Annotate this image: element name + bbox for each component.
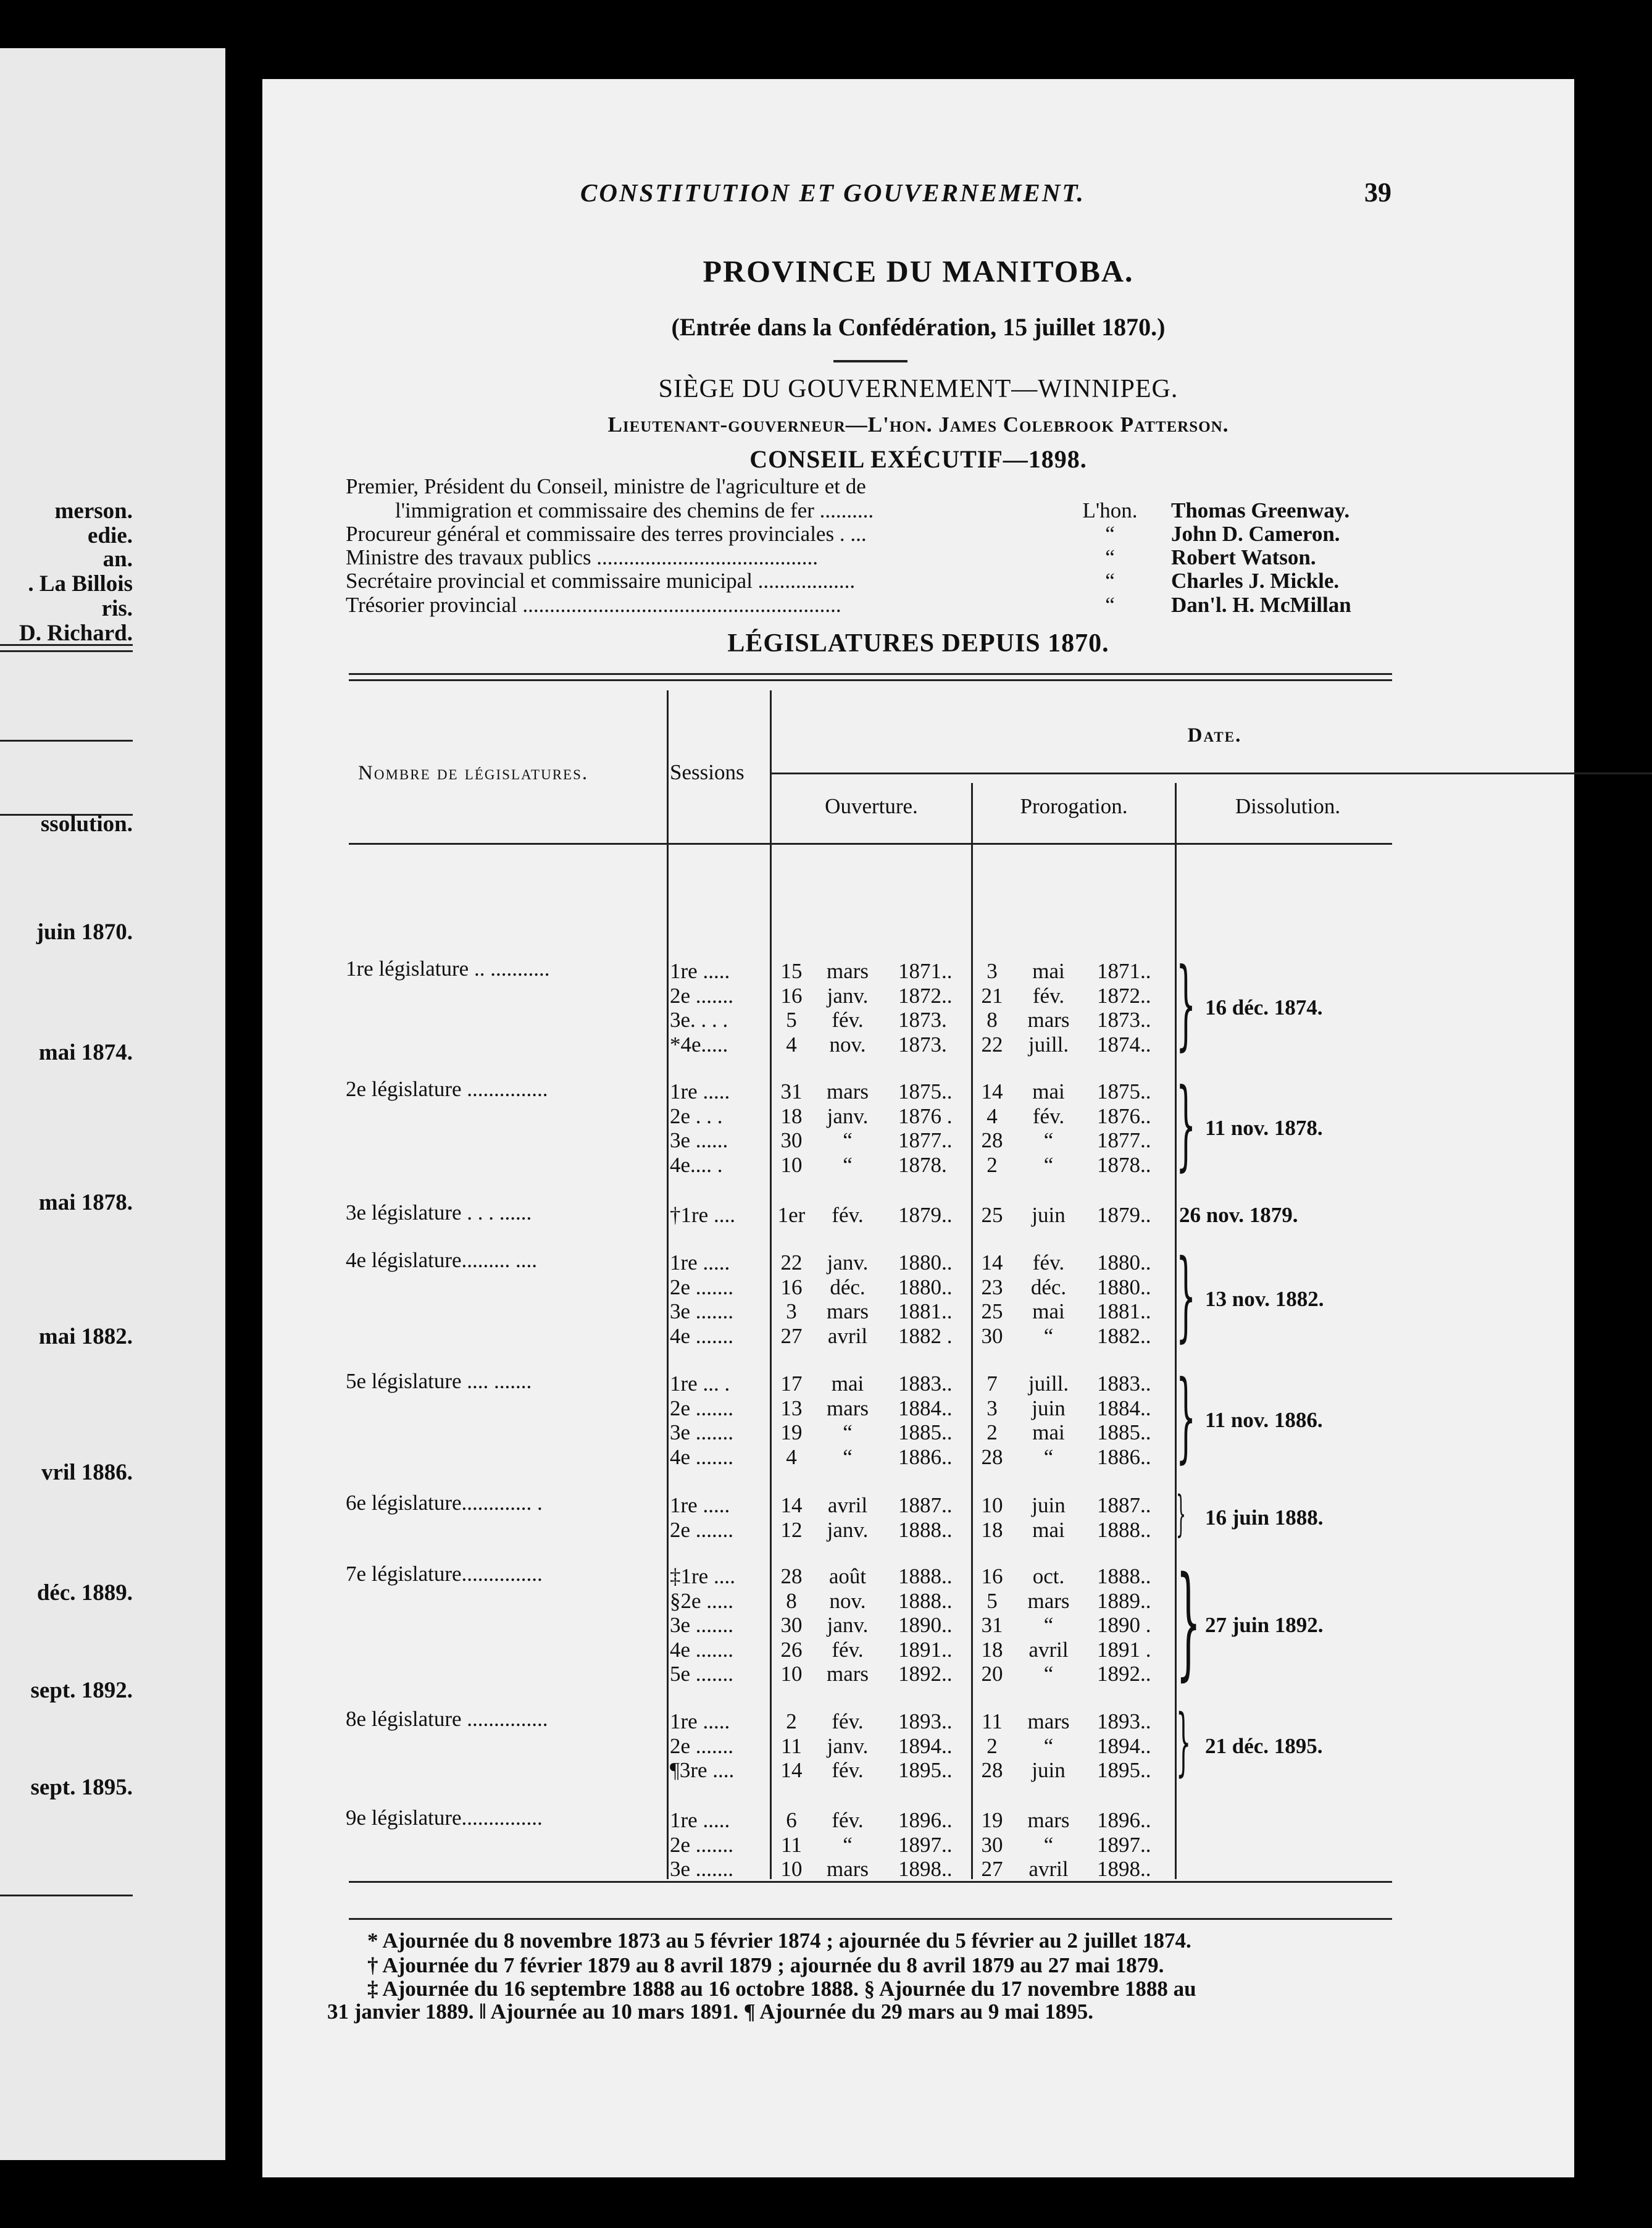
ouverture-year: 1877..	[898, 1128, 953, 1152]
left-page-line: mai 1874.	[38, 1040, 133, 1065]
legislature-name: 6e législature............. .	[346, 1491, 543, 1515]
prorogation-month: mars	[1027, 1709, 1070, 1733]
table-vline-date	[770, 690, 772, 1879]
ouverture-month: “	[843, 1153, 853, 1177]
session-cell: 4e .......	[670, 1445, 734, 1469]
table-vline-prorogation	[971, 783, 973, 1879]
ouverture-day: 6	[786, 1808, 797, 1832]
ouverture-year: 1882 .	[898, 1324, 953, 1348]
ouverture-year: 1886..	[898, 1445, 953, 1469]
ouverture-day: 27	[780, 1324, 803, 1348]
ouverture-month: août	[828, 1564, 867, 1588]
prorogation-day: 20	[981, 1662, 1003, 1686]
session-cell: 1re .....	[670, 959, 730, 983]
dissolution-date: 16 déc. 1874.	[1205, 995, 1323, 1020]
session-cell: 1re ... .	[670, 1372, 730, 1396]
ouverture-day: 13	[780, 1396, 803, 1420]
ouverture-year: 1871..	[898, 959, 953, 983]
session-cell: 1re .....	[670, 1808, 730, 1832]
prorogation-day: 4	[987, 1104, 998, 1128]
left-page-line: ssolution.	[40, 811, 133, 837]
minister-office: Ministre des travaux publics .........................................	[346, 545, 819, 569]
brace-mark: }	[1176, 1360, 1196, 1473]
ouverture-day: 18	[780, 1104, 803, 1128]
ouverture-day: 3	[786, 1299, 797, 1323]
prorogation-month: mai	[1032, 959, 1065, 983]
prorogation-day: 31	[981, 1613, 1003, 1637]
prorogation-month: avril	[1028, 1638, 1069, 1662]
ouverture-year: 1895..	[898, 1758, 953, 1782]
ouverture-month: fév.	[832, 1758, 864, 1782]
ouverture-year: 1878.	[898, 1153, 947, 1177]
session-cell: §2e .....	[670, 1589, 734, 1613]
ouverture-day: 17	[780, 1372, 803, 1396]
minister-title: “	[1105, 545, 1115, 569]
session-cell: 3e .......	[670, 1857, 734, 1881]
ouverture-year: 1873.	[898, 1032, 947, 1057]
prorogation-day: 11	[982, 1709, 1003, 1733]
left-page-line: merson.	[54, 498, 133, 524]
left-page-line: vril 1886.	[41, 1460, 133, 1485]
prorogation-month: juill.	[1028, 1372, 1069, 1396]
ouverture-day: 8	[786, 1589, 797, 1613]
prorogation-year: 1887..	[1097, 1493, 1151, 1517]
minister-title: “	[1105, 569, 1115, 593]
prorogation-year: 1883..	[1097, 1372, 1151, 1396]
prorogation-year: 1892..	[1097, 1662, 1151, 1686]
prorogation-year: 1888..	[1097, 1518, 1151, 1542]
minister-name: Robert Watson.	[1171, 545, 1316, 569]
dissolution-date: 13 nov. 1882.	[1205, 1287, 1324, 1311]
ouverture-month: nov.	[829, 1589, 866, 1613]
prorogation-year: 1874..	[1097, 1032, 1151, 1057]
ouverture-month: avril	[827, 1324, 868, 1348]
prorogation-day: 8	[987, 1008, 998, 1032]
prorogation-month: juill.	[1028, 1032, 1069, 1057]
left-page-fragment	[0, 48, 225, 2160]
ouverture-month: “	[843, 1445, 853, 1469]
ouverture-day: 14	[780, 1758, 803, 1782]
prorogation-month: juin	[1032, 1203, 1066, 1227]
prorogation-day: 5	[987, 1589, 998, 1613]
minister-office: Secrétaire provincial et commissaire municipal ..................	[346, 569, 856, 593]
ouverture-day: 30	[780, 1128, 803, 1152]
prorogation-day: 7	[987, 1372, 998, 1396]
prorogation-month: mars	[1027, 1589, 1070, 1613]
prorogation-month: “	[1043, 1613, 1054, 1637]
prorogation-day: 19	[981, 1808, 1003, 1832]
ouverture-day: 15	[780, 959, 803, 983]
prorogation-month: fév.	[1032, 1250, 1065, 1275]
legislature-name: 2e législature ...............	[346, 1077, 548, 1101]
prorogation-day: 23	[981, 1275, 1003, 1299]
ouverture-year: 1888..	[898, 1518, 953, 1542]
ouverture-month: fév.	[832, 1709, 864, 1733]
left-page-line: edie.	[88, 523, 133, 548]
left-page-line: déc. 1889.	[36, 1580, 133, 1606]
prorogation-year: 1876..	[1097, 1104, 1151, 1128]
session-cell: 2e .......	[670, 1833, 734, 1857]
prorogation-month: mai	[1032, 1420, 1065, 1444]
ouverture-year: 1880..	[898, 1250, 953, 1275]
prorogation-year: 1877..	[1097, 1128, 1151, 1152]
header-prorogation: Prorogation.	[1020, 794, 1128, 818]
ouverture-year: 1876 .	[898, 1104, 953, 1128]
ouverture-month: mars	[826, 1857, 869, 1881]
ouverture-day: 10	[780, 1662, 803, 1686]
footnote: 31 janvier 1889. ‖ Ajournée au 10 mars 1891. ¶ Ajournée du 29 mars au 9 mai 1895.	[327, 2000, 1093, 2024]
prorogation-day: 22	[981, 1032, 1003, 1057]
ouverture-month: janv.	[827, 1613, 869, 1637]
ouverture-day: 4	[786, 1032, 797, 1057]
ouverture-day: 5	[786, 1008, 797, 1032]
prorogation-day: 21	[981, 984, 1003, 1008]
table-rule-top	[349, 679, 1392, 681]
table-vline-sessions	[667, 690, 669, 1879]
dissolution-date: 26 nov. 1879.	[1179, 1203, 1298, 1227]
session-cell: 2e .......	[670, 1734, 734, 1758]
ouverture-year: 1885..	[898, 1420, 953, 1444]
ouverture-day: 10	[780, 1153, 803, 1177]
book-gutter	[225, 48, 262, 2160]
minister-office: Trésorier provincial ...........................................................	[346, 593, 841, 617]
minister-title: “	[1105, 522, 1115, 546]
ouverture-month: fév.	[832, 1008, 864, 1032]
session-cell: *4e.....	[670, 1032, 728, 1057]
ouverture-month: mai	[831, 1372, 864, 1396]
ouverture-day: 19	[780, 1420, 803, 1444]
ouverture-day: 10	[780, 1857, 803, 1881]
dissolution-date: 21 déc. 1895.	[1205, 1734, 1323, 1758]
prorogation-month: juin	[1032, 1758, 1066, 1782]
session-cell: 2e .......	[670, 1518, 734, 1542]
left-page-line: mai 1878.	[38, 1190, 133, 1215]
ouverture-month: fév.	[832, 1638, 864, 1662]
ouverture-year: 1891..	[898, 1638, 953, 1662]
prorogation-day: 2	[987, 1153, 998, 1177]
ouverture-day: 30	[780, 1613, 803, 1637]
prorogation-month: “	[1043, 1445, 1054, 1469]
ouverture-year: 1887..	[898, 1493, 953, 1517]
minister-title: L'hon.	[1082, 498, 1138, 522]
brace-mark: }	[1176, 1068, 1196, 1181]
header-date: Date.	[1187, 724, 1242, 747]
session-cell: †1re ....	[670, 1203, 735, 1227]
brace-mark: }	[1176, 1550, 1201, 1693]
footnote: † Ajournée du 7 février 1879 au 8 avril 1879 ; ajournée du 8 avril 1879 au 27 mai 1879.	[367, 1953, 1164, 1977]
ouverture-day: 14	[780, 1493, 803, 1517]
lieutenant-governor-line: Lieutenant-gouverneur—L'hon. James Colebrook Patterson.	[607, 413, 1229, 437]
brace-mark: }	[1176, 1239, 1196, 1352]
session-cell: 3e .......	[670, 1420, 734, 1444]
session-cell: ‡1re ....	[670, 1564, 735, 1588]
left-page-line: D. Richard.	[19, 621, 133, 646]
prorogation-year: 1895..	[1097, 1758, 1151, 1782]
footnote-rule	[349, 1918, 1392, 1920]
prorogation-year: 1872..	[1097, 984, 1151, 1008]
prorogation-month: mars	[1027, 1808, 1070, 1832]
left-page-rule	[0, 1895, 133, 1896]
ouverture-month: mars	[826, 1662, 869, 1686]
footnote: * Ajournée du 8 novembre 1873 au 5 février 1874 ; ajournée du 5 février au 2 juillet 1874.	[367, 1929, 1191, 1953]
session-cell: 3e. . . .	[670, 1008, 728, 1032]
prorogation-year: 1884..	[1097, 1396, 1151, 1420]
legislature-name: 9e législature...............	[346, 1806, 543, 1830]
executive-council-heading: CONSEIL EXÉCUTIF—1898.	[749, 445, 1087, 473]
prorogation-year: 1885..	[1097, 1420, 1151, 1444]
prorogation-day: 28	[981, 1128, 1003, 1152]
prorogation-month: juin	[1032, 1396, 1066, 1420]
prorogation-day: 25	[981, 1203, 1003, 1227]
ouverture-day: 16	[780, 1275, 803, 1299]
prorogation-year: 1878..	[1097, 1153, 1151, 1177]
prorogation-year: 1893..	[1097, 1709, 1151, 1733]
ouverture-month: nov.	[829, 1032, 866, 1057]
prorogation-month: “	[1043, 1833, 1054, 1857]
prorogation-year: 1894..	[1097, 1734, 1151, 1758]
ouverture-day: 11	[781, 1734, 802, 1758]
ouverture-month: mars	[826, 1396, 869, 1420]
left-page-rule	[0, 650, 133, 652]
session-cell: 3e .......	[670, 1613, 734, 1637]
ouverture-day: 2	[786, 1709, 797, 1733]
ouverture-month: mars	[826, 959, 869, 983]
prorogation-day: 3	[987, 1396, 998, 1420]
prorogation-year: 1880..	[1097, 1275, 1151, 1299]
title-rule	[833, 360, 907, 362]
footnote: ‡ Ajournée du 16 septembre 1888 au 16 octobre 1888. § Ajournée du 17 novembre 1888 au	[367, 1977, 1196, 2001]
brace-mark: }	[1176, 1699, 1191, 1785]
prorogation-year: 1880..	[1097, 1250, 1151, 1275]
prorogation-year: 1889..	[1097, 1589, 1151, 1613]
legislature-name: 5e législature .... .......	[346, 1369, 532, 1393]
prorogation-year: 1881..	[1097, 1299, 1151, 1323]
page-number: 39	[1364, 177, 1391, 207]
ouverture-year: 1884..	[898, 1396, 953, 1420]
ouverture-day: 12	[780, 1518, 803, 1542]
left-page-rule	[0, 740, 133, 742]
legislature-name: 8e législature ...............	[346, 1707, 548, 1731]
prorogation-month: mai	[1032, 1518, 1065, 1542]
prorogation-day: 2	[987, 1420, 998, 1444]
ouverture-month: avril	[827, 1493, 868, 1517]
session-cell: ¶3re ....	[670, 1758, 735, 1782]
prorogation-year: 1890 .	[1097, 1613, 1151, 1637]
session-cell: 5e .......	[670, 1662, 734, 1686]
prorogation-month: mai	[1032, 1079, 1065, 1104]
left-page-line: sept. 1892.	[30, 1678, 133, 1703]
minister-office: l'immigration et commissaire des chemins de fer ..........	[395, 498, 874, 522]
prorogation-month: déc.	[1030, 1275, 1067, 1299]
minister-name: Dan'l. H. McMillan	[1171, 593, 1351, 617]
header-ouverture: Ouverture.	[825, 794, 918, 818]
header-nombre: Nombre de législatures.	[358, 762, 589, 784]
prorogation-month: “	[1043, 1128, 1054, 1152]
prorogation-month: mars	[1027, 1008, 1070, 1032]
session-cell: 1re .....	[670, 1493, 730, 1517]
ouverture-year: 1894..	[898, 1734, 953, 1758]
table-rule-head	[349, 843, 1392, 845]
ouverture-month: mars	[826, 1299, 869, 1323]
legislature-name: 4e législature......... ....	[346, 1248, 538, 1272]
legislatures-heading: LÉGISLATURES DEPUIS 1870.	[727, 629, 1109, 658]
left-page-line: ris.	[101, 596, 133, 621]
page-title: PROVINCE DU MANITOBA.	[703, 254, 1134, 288]
brace-mark: }	[1176, 947, 1196, 1061]
ouverture-year: 1897..	[898, 1833, 953, 1857]
prorogation-day: 30	[981, 1833, 1003, 1857]
ouverture-year: 1892..	[898, 1662, 953, 1686]
ouverture-month: janv.	[827, 1518, 869, 1542]
dissolution-date: 11 nov. 1878.	[1205, 1116, 1323, 1140]
ouverture-day: 31	[780, 1079, 803, 1104]
left-page-line: juin 1870.	[36, 919, 133, 945]
prorogation-day: 28	[981, 1758, 1003, 1782]
ouverture-month: janv.	[827, 1104, 869, 1128]
prorogation-day: 14	[981, 1250, 1003, 1275]
ouverture-day: 16	[780, 984, 803, 1008]
dissolution-date: 27 juin 1892.	[1205, 1613, 1324, 1637]
prorogation-year: 1897..	[1097, 1833, 1151, 1857]
ouverture-year: 1898..	[898, 1857, 953, 1881]
ouverture-day: 22	[780, 1250, 803, 1275]
minister-name: Charles J. Mickle.	[1171, 569, 1340, 593]
session-cell: 1re .....	[670, 1079, 730, 1104]
ouverture-month: fév.	[832, 1808, 864, 1832]
prorogation-day: 27	[981, 1857, 1003, 1881]
ouverture-month: mars	[826, 1079, 869, 1104]
table-rule-top	[349, 673, 1392, 675]
prorogation-year: 1898..	[1097, 1857, 1151, 1881]
prorogation-month: “	[1043, 1153, 1054, 1177]
prorogation-month: fév.	[1032, 1104, 1065, 1128]
ouverture-month: “	[843, 1128, 853, 1152]
ouverture-year: 1883..	[898, 1372, 953, 1396]
header-sessions: Sessions	[670, 760, 745, 784]
prorogation-month: oct.	[1032, 1564, 1065, 1588]
session-cell: 4e .......	[670, 1324, 734, 1348]
minister-office: Premier, Président du Conseil, ministre de l'agriculture et de	[346, 474, 866, 498]
prorogation-month: juin	[1032, 1493, 1066, 1517]
table-rule-date	[770, 773, 1652, 774]
prorogation-year: 1886..	[1097, 1445, 1151, 1469]
ouverture-month: janv.	[827, 1734, 869, 1758]
prorogation-day: 10	[981, 1493, 1003, 1517]
prorogation-day: 18	[981, 1518, 1003, 1542]
prorogation-day: 3	[987, 959, 998, 983]
minister-title: “	[1105, 593, 1115, 617]
dissolution-date: 16 juin 1888.	[1205, 1506, 1324, 1530]
prorogation-year: 1888..	[1097, 1564, 1151, 1588]
ouverture-year: 1875..	[898, 1079, 953, 1104]
session-cell: 2e .......	[670, 1275, 734, 1299]
session-cell: 1re .....	[670, 1250, 730, 1275]
running-head: CONSTITUTION ET GOUVERNEMENT.	[580, 178, 1085, 207]
ouverture-month: “	[843, 1420, 853, 1444]
ouverture-day: 11	[781, 1833, 802, 1857]
prorogation-year: 1873..	[1097, 1008, 1151, 1032]
ouverture-year: 1872..	[898, 984, 953, 1008]
prorogation-month: fév.	[1032, 984, 1065, 1008]
session-cell: 1re .....	[670, 1709, 730, 1733]
session-cell: 4e .......	[670, 1638, 734, 1662]
prorogation-year: 1879..	[1097, 1203, 1151, 1227]
prorogation-year: 1896..	[1097, 1808, 1151, 1832]
prorogation-year: 1882..	[1097, 1324, 1151, 1348]
minister-name: Thomas Greenway.	[1171, 498, 1350, 522]
ouverture-year: 1873.	[898, 1008, 947, 1032]
ouverture-year: 1879..	[898, 1203, 953, 1227]
ouverture-year: 1896..	[898, 1808, 953, 1832]
ouverture-day: 1er	[777, 1203, 806, 1227]
ouverture-year: 1888..	[898, 1589, 953, 1613]
left-page-line: mai 1882.	[38, 1324, 133, 1349]
prorogation-month: “	[1043, 1662, 1054, 1686]
prorogation-year: 1871..	[1097, 959, 1151, 983]
prorogation-day: 18	[981, 1638, 1003, 1662]
session-cell: 2e .......	[670, 1396, 734, 1420]
ouverture-year: 1893..	[898, 1709, 953, 1733]
prorogation-month: “	[1043, 1734, 1054, 1758]
left-page-line: sept. 1895.	[30, 1775, 133, 1800]
session-cell: 3e ......	[670, 1128, 728, 1152]
ouverture-year: 1881..	[898, 1299, 953, 1323]
session-cell: 2e .......	[670, 984, 734, 1008]
session-cell: 2e . . .	[670, 1104, 723, 1128]
ouverture-year: 1890..	[898, 1613, 953, 1637]
ouverture-day: 28	[780, 1564, 803, 1588]
ouverture-month: janv.	[827, 1250, 869, 1275]
session-cell: 4e.... .	[670, 1153, 723, 1177]
ouverture-year: 1880..	[898, 1275, 953, 1299]
ouverture-month: “	[843, 1833, 853, 1857]
minister-office: Procureur général et commissaire des terres provinciales . ...	[346, 522, 867, 546]
prorogation-day: 2	[987, 1734, 998, 1758]
page-subtitle: (Entrée dans la Confédération, 15 juillet 1870.)	[671, 313, 1166, 341]
prorogation-day: 16	[981, 1564, 1003, 1588]
legislature-name: 1re législature .. ...........	[346, 957, 550, 981]
prorogation-day: 28	[981, 1445, 1003, 1469]
prorogation-day: 30	[981, 1324, 1003, 1348]
minister-name: John D. Cameron.	[1171, 522, 1340, 546]
prorogation-month: avril	[1028, 1857, 1069, 1881]
ouverture-day: 4	[786, 1445, 797, 1469]
ouverture-month: déc.	[830, 1275, 866, 1299]
dissolution-date: 11 nov. 1886.	[1205, 1408, 1323, 1432]
prorogation-day: 14	[981, 1079, 1003, 1104]
left-page-line: an.	[102, 547, 133, 572]
ouverture-month: fév.	[832, 1203, 864, 1227]
ouverture-day: 26	[780, 1638, 803, 1662]
siege-heading: SIÈGE DU GOUVERNEMENT—WINNIPEG.	[658, 375, 1179, 403]
prorogation-day: 25	[981, 1299, 1003, 1323]
brace-mark: }	[1176, 1485, 1187, 1542]
left-page-line: . La Billois	[28, 571, 133, 597]
page	[262, 79, 1574, 2177]
ouverture-month: janv.	[827, 984, 869, 1008]
prorogation-month: “	[1043, 1324, 1054, 1348]
legislature-name: 7e législature...............	[346, 1562, 543, 1586]
ouverture-year: 1888..	[898, 1564, 953, 1588]
prorogation-month: mai	[1032, 1299, 1065, 1323]
header-dissolution: Dissolution.	[1235, 794, 1341, 818]
prorogation-year: 1891 .	[1097, 1638, 1151, 1662]
legislature-name: 3e législature . . . ......	[346, 1200, 532, 1225]
prorogation-year: 1875..	[1097, 1079, 1151, 1104]
session-cell: 3e .......	[670, 1299, 734, 1323]
